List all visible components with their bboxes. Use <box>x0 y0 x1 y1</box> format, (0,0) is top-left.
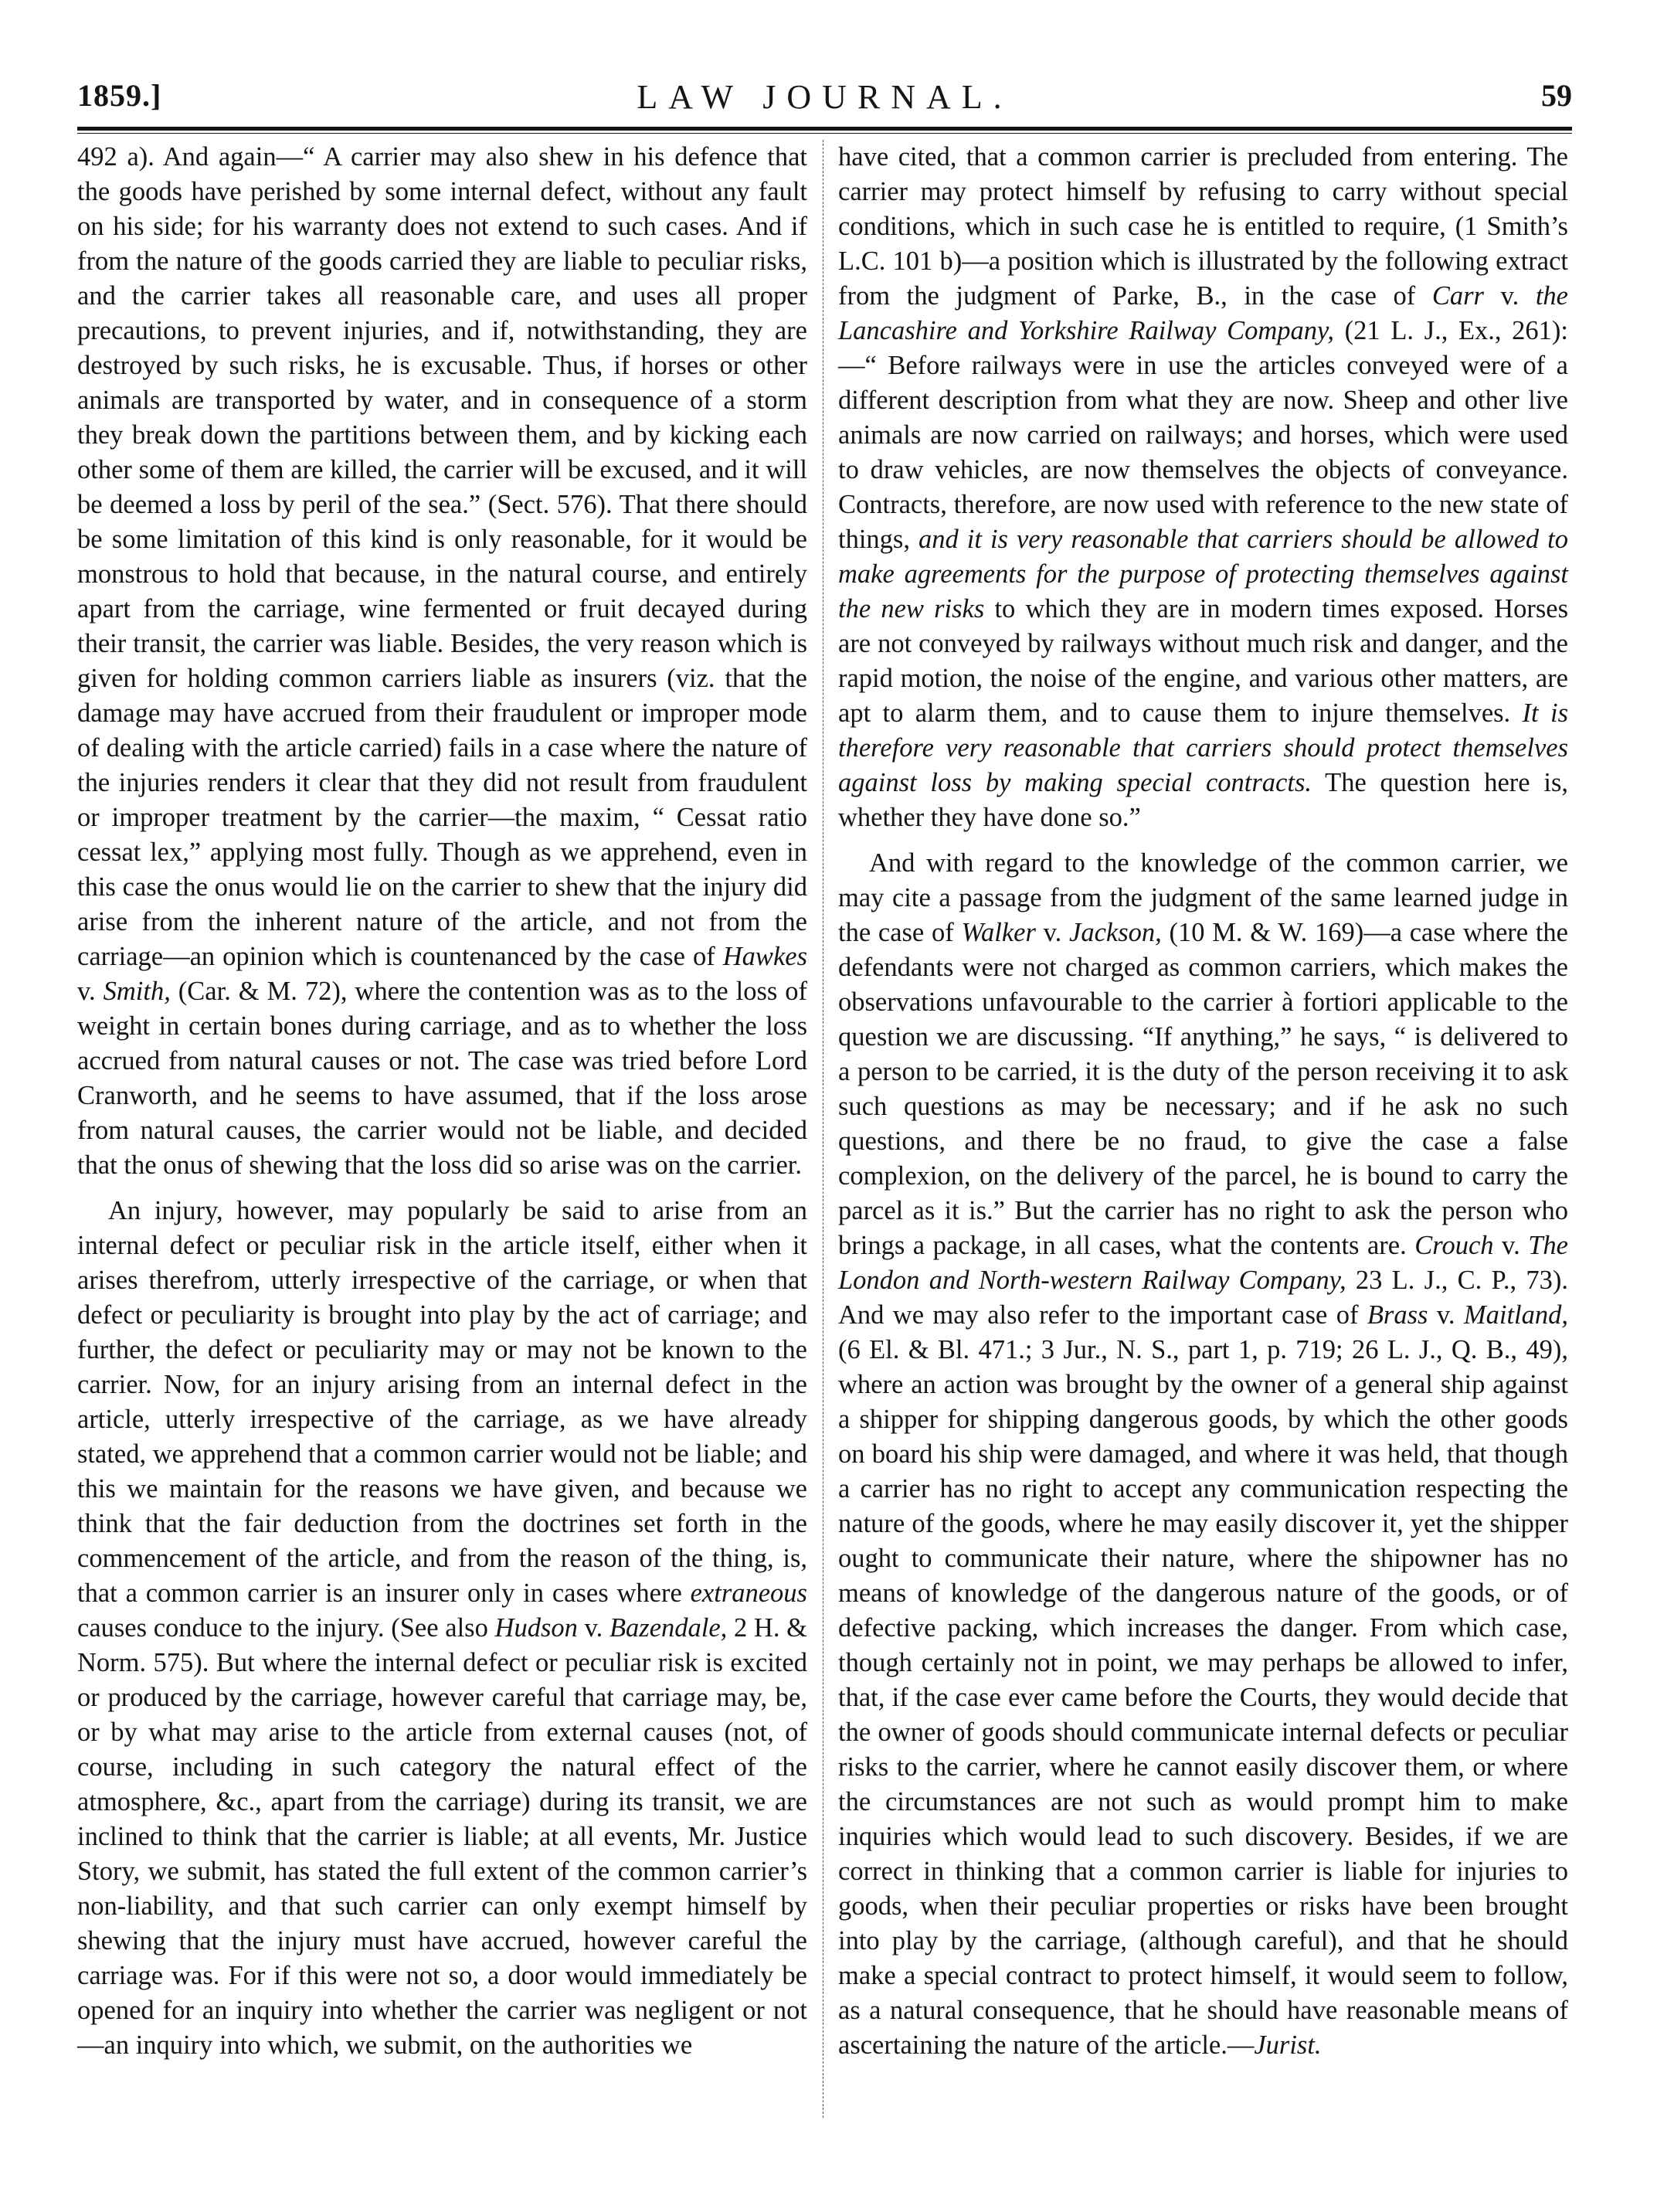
case-name: Brass <box>1367 1300 1428 1330</box>
header-rule-thick <box>77 127 1572 131</box>
emphasis: and it is very reasonable that carriers should be allowed to make agreements for the purpose of protecting themselves against the new risks <box>838 525 1568 624</box>
header-rule-thin <box>77 133 1572 134</box>
source-attribution: Jurist. <box>1254 2030 1322 2060</box>
left-paragraph-1 <box>77 140 807 1183</box>
case-name: Carr <box>1431 281 1484 311</box>
running-head <box>77 77 1572 124</box>
text-run: And with regard to the knowledge of the common carrier, we may cite a passage from the judgment of the same learned judge in the case of <box>838 848 1568 947</box>
case-name: Smith, <box>103 977 171 1006</box>
left-paragraph-2 <box>77 1194 807 2063</box>
text-run: v. <box>1483 281 1536 311</box>
text-run: (6 El. & Bl. 471.; 3 Jur., N. S., part 1, p. 719; 26 L. J., Q. B., 49), where an action was brought by the owner of a general ship against a shipper for shipping dangerous goods, by which the other goods on board his ship were damaged, and where it was held, that though a carrier has no right to accept any communication respecting the nature of the goods, where he may easily discover it, yet the shipper ought to communicate their nature, where the shipowner has no means of knowledge of the dangerous nature of the goods, or of defective packing, which increases the danger. From which case, though certainly not in point, we may perhaps be allowed to infer, that, if the case ever came before the Courts, they would decide that the owner of goods should communicate internal defects or peculiar risks to the carrier, where he cannot easily discover them, or where the circumstances are not such as would prompt him to make inquiries which would lead to such discovery. Besides, if we are correct in thinking that a common carrier is liable for injuries to goods, when their peculiar properties or risks have been brought into play by the carriage, (although careful), and that he should make a special contract to protect himself, it would seem to follow, as a natural consequence, that he should have reasonable means of ascertaining the nature of the article.— <box>838 1335 1568 2060</box>
page-number: 59 <box>1541 78 1572 113</box>
right-paragraph-2 <box>838 846 1568 2063</box>
right-column <box>838 140 1568 2063</box>
text-run: (21 L. J., Ex., 261):—“ Before railways were in use the articles conveyed were of a different description from what they are now. Sheep and other live animals are now carried on railways; and horses, which were used to draw vehicles, are now themselves the objects of conveyance. Contracts, therefore, are now used with reference to the new state of things, <box>838 316 1569 554</box>
case-name: the Lancashire and Yorkshire Railway Company, <box>838 281 1568 345</box>
text-run: 492 a). And again—“ A carrier may also shew in his defence that the goods have perished by some internal defect, without any fault on his side; for his warranty does not extend to such cases. And if from the nature of the goods carried they are liable to peculiar risks, and the carrier takes all reasonable care, and uses all proper precautions, to prevent injuries, and if, notwithstanding, they are destroyed by such risks, he is excusable. Thus, if horses or other animals are transported by water, and in consequence of a storm they break down the partitions between them, and by kicking each other some of them are killed, the carrier will be excused, and it will be deemed a loss by peril of the sea.” (Sect. 576). That there should be some limitation of this kind is only reasonable, for it would be monstrous to hold that because, in the natural course, and entirely apart from the carriage, wine fermented or fruit decayed during their transit, the carrier was liable. Besides, the very reason which is given for holding common carriers liable as insurers (viz. that the damage may have accrued from their fraudulent or improper mode of dealing with the article carried) fails in a case where the nature of the injuries renders it clear that they did not result from fraudulent or improper treatment by the carrier—the maxim, “ Cessat ratio cessat lex,” applying most fully. Though as we apprehend, even in this case the onus would lie on the carrier to shew that the injury did arise from the inherent nature of the article, and not from the carriage—an opinion which is countenanced by the case of <box>77 142 807 971</box>
left-column <box>77 140 807 2063</box>
case-name: Walker <box>961 918 1036 947</box>
case-name: Jackson, <box>1069 918 1162 947</box>
text-run: The question here is, whether they have done so.” <box>838 768 1568 832</box>
text-columns <box>77 140 1572 2149</box>
text-run: 23 L. J., C. P., 73). And we may also refer to the important case of <box>838 1266 1568 1330</box>
header-title: LAW JOURNAL. <box>637 78 1013 116</box>
text-run: have cited, that a common carrier is precluded from entering. The carrier may protect himself by refusing to carry without special conditions, which in such case he is entitled to require, (1 Smith’s L.C. 101 b)—a position which is illustrated by the following extract from the judgment of Parke, B., in the case of <box>838 142 1568 311</box>
text-run: An injury, however, may popularly be said to arise from an internal defect or peculiar risk in the article itself, either when it arises therefrom, utterly irrespective of the carriage, or when that defect or peculiarity is brought into play by the act of carriage; and further, the defect or peculiarity may or may not be known to the carrier. Now, for an injury arising from an internal defect in the article, utterly irrespective of the carriage, as we have already stated, we apprehend that a common carrier would not be liable; and this we maintain for the reasons we have given, and because we think that the fair deduction from the doctrines set forth in the commencement of the article, and from the reason of the thing, is, that a common carrier is an insurer only in cases where <box>77 1196 807 1608</box>
header-year: 1859.] <box>77 78 162 113</box>
text-run: 2 H. & Norm. 575). But where the internal defect or peculiar risk is excited or produced by the carriage, however careful that carriage may, be, or by what may arise to the article from external causes (not, of course, including in such category the natural effect of the atmosphere, &c., apart from the carriage) during its transit, we are inclined to think that the carrier is liable; at all events, Mr. Justice Story, we submit, has stated the full extent of the common carrier’s non-liability, and that such carrier can only exempt himself by shewing that the injury must have accrued, however careful the carriage was. For if this were not so, a door would immediately be opened for an inquiry into whether the carrier was negligent or not —an inquiry into which, we submit, on the authorities we <box>77 1613 808 2060</box>
text-run: to which they are in modern times exposed. Horses are not conveyed by railways without much risk and danger, and the rapid motion, the noise of the engine, and various other matters, are apt to alarm them, and to cause them to injure themselves. <box>838 594 1568 728</box>
text-run: v. <box>77 977 104 1006</box>
text-run: v. <box>1428 1300 1464 1330</box>
case-name: Crouch <box>1414 1231 1494 1260</box>
journal-page <box>77 77 1572 2163</box>
text-run: (Car. & M. 72), where the contention was as to the loss of weight in certain bones during carriage, and as to whether the loss accrued from natural causes or not. The case was tried before Lord Cranworth, and he seems to have assumed, that if the loss arose from natural causes, the carrier would not be liable, and decided that the onus of shewing that the loss did so arise was on the carrier. <box>77 977 807 1180</box>
text-run: v. <box>1035 918 1070 947</box>
text-run: causes conduce to the injury. (See also <box>77 1613 495 1643</box>
case-name: Hawkes <box>722 942 807 971</box>
case-name: Maitland, <box>1463 1300 1568 1330</box>
text-run: v. <box>1493 1231 1529 1260</box>
emphasis: extraneous <box>690 1578 807 1608</box>
emphasis: It is therefore very reasonable that carriers should protect themselves against loss by making special contracts. <box>838 698 1568 797</box>
text-run: (10 M. & W. 169)—a case where the defendants were not charged as common carriers, which makes the observations unfavourable to the carrier à fortiori applicable to the question we are discussing. “If anything,” he says, “ is delivered to a person to be carried, it is the duty of the person receiving it to ask such questions as may be necessary; and if he ask no such questions, and there be no fraud, to give the case a false complexion, on the delivery of the parcel, he is bound to carry the parcel as it is.” But the carrier has no right to ask the person who brings a package, in all cases, what the contents are. <box>838 918 1568 1260</box>
right-paragraph-1 <box>838 140 1568 835</box>
case-name: The London and North-western Railway Company, <box>838 1231 1568 1295</box>
case-name: Hudson <box>494 1613 578 1643</box>
text-run: v. <box>577 1613 609 1643</box>
case-name: Bazendale, <box>609 1613 728 1643</box>
